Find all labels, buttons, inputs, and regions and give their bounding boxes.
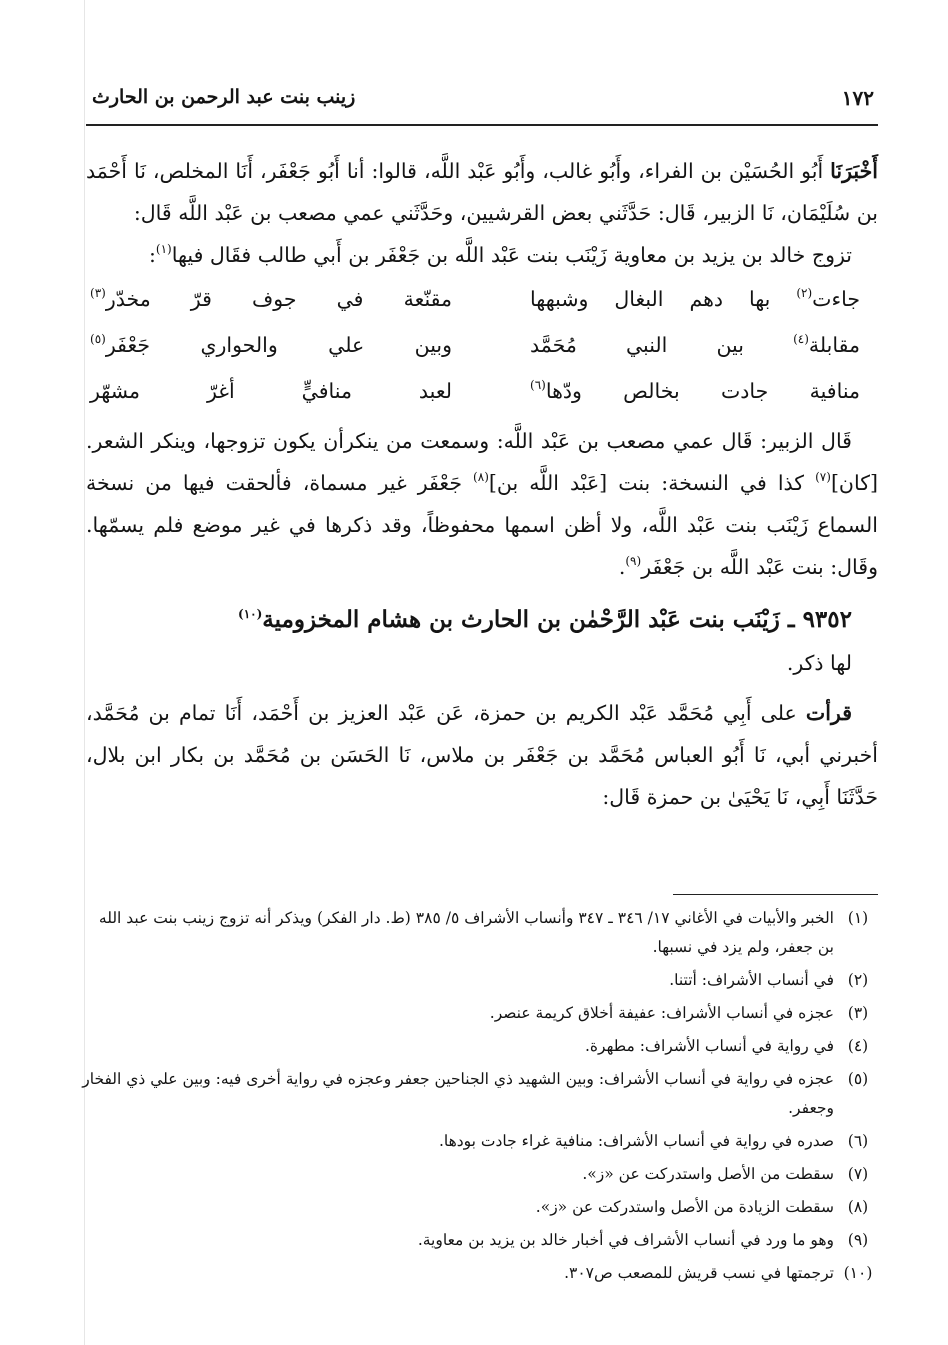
footnote-text: عجزه في رواية في أنساب الأشراف: وبين الشهيد ذي الجناحين جعفر وعجزه في رواية أخرى فيه: وبين علي ذي الفخار وجعفر. [82,1070,834,1117]
paragraph-text: كذا في النسخة: بنت [عَبْد اللَّه بن] [488,471,816,495]
paragraph-text: قَال الزبير: قَال عمي مصعب بن عَبْد اللَّه: وسمعت من ينكرأن يكون تزوجها، وينكر الشعر. [كان] [86,429,878,495]
footnotes [78,904,878,1292]
lead-word: قرأت [805,701,852,725]
paragraph-text: . [618,555,626,579]
spacer [86,684,878,692]
hemistich-text: منافية جادت بخالص ودّها [545,379,860,403]
footnote [78,1193,878,1222]
verse-second-hemistich [90,324,452,366]
footnote-number: (٨) [847,1198,869,1216]
footnote [78,1259,878,1288]
poem-verse [86,324,878,370]
footnote-ref[interactable]: (٧) [815,470,831,484]
footnote-text: وهو ما ورد في أنساب الأشراف في أخبار خالد بن يزيد بن معاوية. [417,1231,834,1249]
footnote [78,1160,878,1189]
footnote [78,1032,878,1061]
paragraph-text: أَبُو الحُسَيْن بن الفراء، وأَبُو غالب، وأَبُو عَبْد اللَّه، قالوا: أنا أَبُو جَعْفَر، أَنَا المخلص، نَا أَحْمَد بن سُلَيْمَان، نَا الزبير، قَال: حَدَّثَني بعض القرشيين، وحَدَّثَني عمي مصعب بن عَبْد اللَّه قَال: [86,159,878,225]
footnote-number: (٤) [847,1037,869,1055]
footnote-number: (١٠) [843,1264,873,1282]
verse-first-hemistich [530,278,860,320]
footnote-text: عجزه في أنساب الأشراف: عفيفة أخلاق كريمة عنصر. [489,1004,834,1022]
page-header [86,86,878,120]
verse-second-hemistich [90,370,452,412]
hemistich-text: بين النبي مُحَمَّد [530,333,794,357]
footnote-text: صدره في رواية في أنساب الأشراف: منافية غراء جادت بودها. [438,1132,834,1150]
entry-title: ٩٣٥٢ ـ زَيْنَب بنت عَبْد الرَّحْمٰن بن الحارث بن هشام المخزومية [262,606,852,633]
entry-heading [86,598,878,642]
paragraph-isnad-2 [86,692,878,818]
footnote [78,904,878,962]
hemistich-text: مقابلة [808,333,860,357]
footnote-text: ترجمتها في نسب قريش للمصعب ص٣٠٧. [564,1264,834,1282]
footnote [78,1127,878,1156]
footnote-ref[interactable]: (١٠) [238,607,263,621]
paragraph-isnad-1 [86,150,878,234]
footnote-ref[interactable]: (٣) [90,286,106,300]
page-number: ١٧٢ [841,86,874,110]
hemistich-text: وبين علي والحواري جَعْفَر [105,333,452,357]
footnote-text: في أنساب الأشراف: أتتنا. [669,971,834,989]
footnote-text: الخبر والأبيات في الأغاني ١٧/ ٣٤٦ ـ ٣٤٧ وأنساب الأشراف ٥/ ٣٨٥ (ط. دار الفكر) ويذكر أنه تزوج زينب بنت عبد الله بن جعفر، ولم يزد في نسبها. [98,909,834,956]
footnote [78,999,878,1028]
main-text [86,150,878,818]
footnote-ref[interactable]: (٩) [625,554,642,568]
footnote-ref[interactable]: (١) [155,242,172,256]
footnote-number: (١) [847,909,869,927]
footnote-text: سقطت من الأصل واستدركت عن «ز». [582,1165,834,1183]
footnote-number: (٧) [847,1165,869,1183]
footnote-number: (٣) [847,1004,869,1022]
footnote-text: سقطت الزيادة من الأصل واستدركت عن «ز». [535,1198,834,1216]
footnote-rule [673,894,878,895]
footnote-number: (٢) [847,971,869,989]
footnote-text: في رواية في أنساب الأشراف: مطهرة. [585,1037,834,1055]
paragraph-text: تزوج خالد بن يزيد بن معاوية زَيْنَب بنت عَبْد اللَّه بن جَعْفَر بن أَبي طالب فقَال فيها [171,243,852,267]
footnote-ref[interactable]: (٨) [473,470,489,484]
hemistich-text: جاءت [812,287,860,311]
footnote-ref[interactable]: (٦) [530,378,546,392]
footnote-ref[interactable]: (٥) [90,332,106,346]
verse-second-hemistich [90,278,452,320]
lead-word: أَخْبَرَنَا [830,159,878,183]
footnote [78,1226,878,1255]
footnote-ref[interactable]: (٤) [793,332,809,346]
paragraph-zubayr [86,420,878,588]
footnote-number: (٥) [847,1070,869,1088]
poem-verse [86,370,878,416]
footnote-number: (٦) [847,1132,869,1150]
paragraph-note: لها ذكر. [786,651,852,675]
footnote [78,1065,878,1123]
header-rule [86,124,878,126]
verse-first-hemistich [530,370,860,412]
poem-verse [86,278,878,324]
hemistich-text: لعبد منافيٍّ أغرّ مشهّر [90,379,452,403]
verse-first-hemistich [530,324,860,366]
paragraph-text: جَعْفَر غير مسماة، فألحقت فيها من نسخة السماع زَيْنَب بنت عَبْد اللَّه، ولا أظن اسمها محفوظاً، وقد ذكرها في غير موضع فلم يسمّها. وقَال: بنت عَبْد اللَّه بن جَعْفَر [86,471,878,579]
footnote [78,966,878,995]
hemistich-text: بها دهم البغال وشبهها [530,287,797,311]
hemistich-text: مقنّعة في جوف قرّ مخدّر [105,287,452,311]
running-title: زينب بنت عبد الرحمن بن الحارث [92,86,356,108]
paragraph-marriage [86,234,878,276]
poem [86,278,878,416]
paragraph-text: على أَبِي مُحَمَّد عَبْد الكريم بن حمزة، عَن عَبْد العزيز بن أَحْمَد، أَنَا تمام بن مُحَمَّد، أخبرني أبي، نَا أَبُو العباس مُحَمَّد بن جَعْفَر بن ملاس، نَا الحَسَن بن مُحَمَّد بن بكار ابن بلال، حَدَّثَنَا أَبِي، نَا يَحْيَىٰ بن حمزة قَال: [86,701,878,809]
footnote-ref[interactable]: (٢) [796,286,813,300]
paragraph-tail: : [148,243,156,267]
book-page [82,0,878,1345]
footnote-number: (٩) [847,1231,869,1249]
